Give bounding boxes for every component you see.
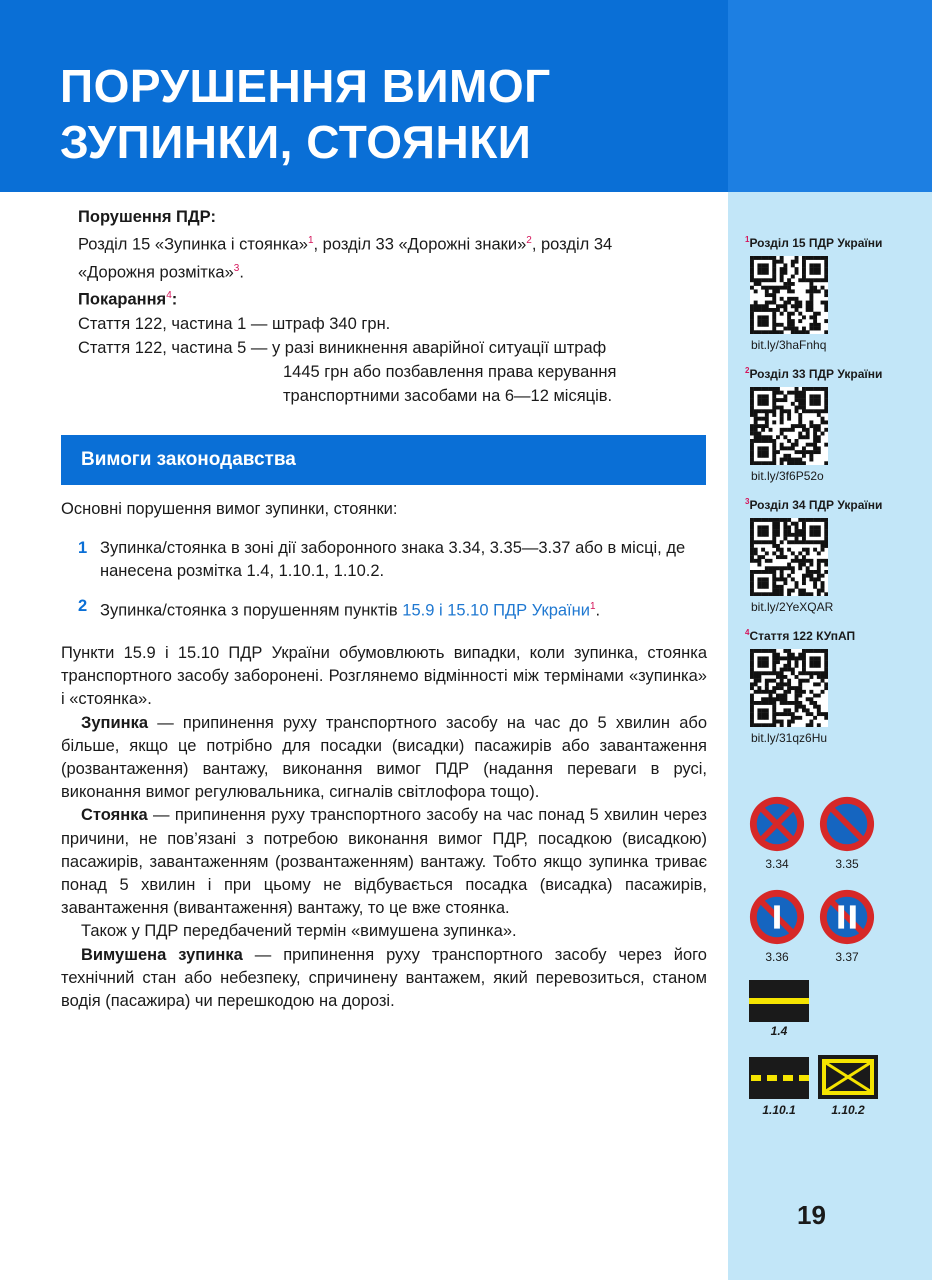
- sign-label: 3.34: [765, 857, 789, 871]
- list-item: 1 Зупинка/стоянка в зоні дії заборонного знака 3.34, 3.35—3.37 або в місці, де нанесена розмітка 1.4, 1.10.1, 1.10.2.: [78, 539, 686, 580]
- penalty-2-line2: 1445 грн або позбавлення права керування: [283, 362, 617, 381]
- title-line-2: ЗУПИНКИ, СТОЯНКИ: [60, 116, 532, 168]
- no-parking-sign-icon: [818, 795, 876, 853]
- section-header: [61, 435, 706, 485]
- title-line-1: ПОРУШЕННЯ ВИМОГ: [60, 60, 551, 112]
- requirements-list: [78, 537, 708, 635]
- section-title: Вимоги законодавства: [81, 449, 296, 470]
- sidebar-header-band: [728, 0, 932, 192]
- no-parking-even-days-sign-icon: [818, 888, 876, 946]
- list-item: 2 Зупинка/стоянка з порушенням пунктів 15.9 і 15.10 ПДР України$^1$.: [78, 597, 601, 620]
- qr-url[interactable]: bit.ly/2YeXQAR: [751, 600, 834, 614]
- paragraph: Також у ПДР передбачений термін «вимушена зупинка».: [81, 922, 517, 941]
- sign-label: 3.36: [765, 950, 789, 964]
- marking-label: 1.10.1: [762, 1103, 796, 1117]
- paragraph: Стоянка — припинення руху транспортного засобу на час понад 5 хвилин через причини, не пов’язані з потребою виконання вимог ПДР, посадкою (висадкою) пасажирів, завантаженням (розвантаженням) вантажу. Тобто якщо зупинка триває понад 5 хвилин і при цьому не відбувається посадка (висадка) пасажирів, завантаження (вивантаження) вантажу, то це вже стоянка.: [61, 806, 707, 918]
- qr-url[interactable]: bit.ly/31qz6Hu: [751, 731, 828, 745]
- qr-code-icon[interactable]: [750, 649, 828, 727]
- lead-text: Основні порушення вимог зупинки, стоянки:: [61, 500, 398, 518]
- road-marking-1-10-1-icon: [749, 1057, 809, 1099]
- qr-code-icon[interactable]: [750, 387, 828, 465]
- qr-reference: $^2$Розділ 33 ПДР України bit.ly/3f6P52o: [745, 366, 925, 483]
- marking-label: 1.4: [770, 1024, 788, 1038]
- marking-label: 1.10.2: [831, 1103, 865, 1117]
- intro-block: [78, 205, 718, 408]
- qr-url[interactable]: bit.ly/3f6P52o: [751, 469, 824, 483]
- penalty-label: Покарання$^4$:: [78, 290, 178, 309]
- penalty-2: Стаття 122, частина 5 — у разі виникнення аварійної ситуації штраф: [78, 338, 607, 357]
- no-parking-odd-days-sign-icon: [748, 888, 806, 946]
- qr-code-icon[interactable]: [750, 518, 828, 596]
- road-marking-1-10-2-icon: [818, 1055, 878, 1099]
- qr-reference: $^3$Розділ 34 ПДР України bit.ly/2YeXQAR: [745, 497, 925, 614]
- qr-reference: $^1$Розділ 15 ПДР України bit.ly/3haFnhq: [745, 235, 925, 352]
- sign-label: 3.35: [835, 857, 859, 871]
- page-number: 19: [797, 1200, 826, 1230]
- no-stopping-sign-icon: [748, 795, 806, 853]
- paragraph: Зупинка — припинення руху транспортного засобу на час до 5 хвилин або більше, якщо це потрібно для посадки (висадки) пасажирів або завантаження (розвантаження) вантажу, виконання вимог ПДР (надання переваги в русі, виконання вимог регулювальника, сигналів світлофора тощо).: [61, 713, 707, 802]
- violation-text: Розділ 15 «Зупинка і стоянка»$^1$, розділ 33 «Дорожні знаки»$^2$, розділ 34 «Дорожня розмітка»$^3$.: [78, 235, 613, 281]
- road-marking-1-4-icon: [749, 980, 809, 1022]
- qr-reference: $^4$Стаття 122 КУпАП bit.ly/31qz6Hu: [745, 628, 925, 745]
- penalty-1: Стаття 122, частина 1 — штраф 340 грн.: [78, 314, 391, 333]
- paragraph: Пункти 15.9 і 15.10 ПДР України обумовлюють випадки, коли зупинка, стоянка транспортного засобу заборонені. Розглянемо відмінності між термінами «зупинка» і «стоянка».: [61, 644, 707, 709]
- pdr-link[interactable]: 15.9 і 15.10 ПДР України: [402, 601, 590, 620]
- body-text: [61, 642, 707, 1013]
- sign-label: 3.37: [835, 950, 859, 964]
- paragraph: Вимушена зупинка — припинення руху транспортного засобу через його технічний стан або небезпеку, спричинену вантажем, який перевозиться, станом водія (пасажира) чи перешкодою на дорозі.: [61, 945, 707, 1011]
- page-title: [60, 58, 551, 170]
- qr-code-icon[interactable]: [750, 256, 828, 334]
- qr-url[interactable]: bit.ly/3haFnhq: [751, 338, 827, 352]
- penalty-2-line3: транспортними засобами на 6—12 місяців.: [283, 386, 613, 405]
- violation-label: Порушення ПДР:: [78, 208, 216, 226]
